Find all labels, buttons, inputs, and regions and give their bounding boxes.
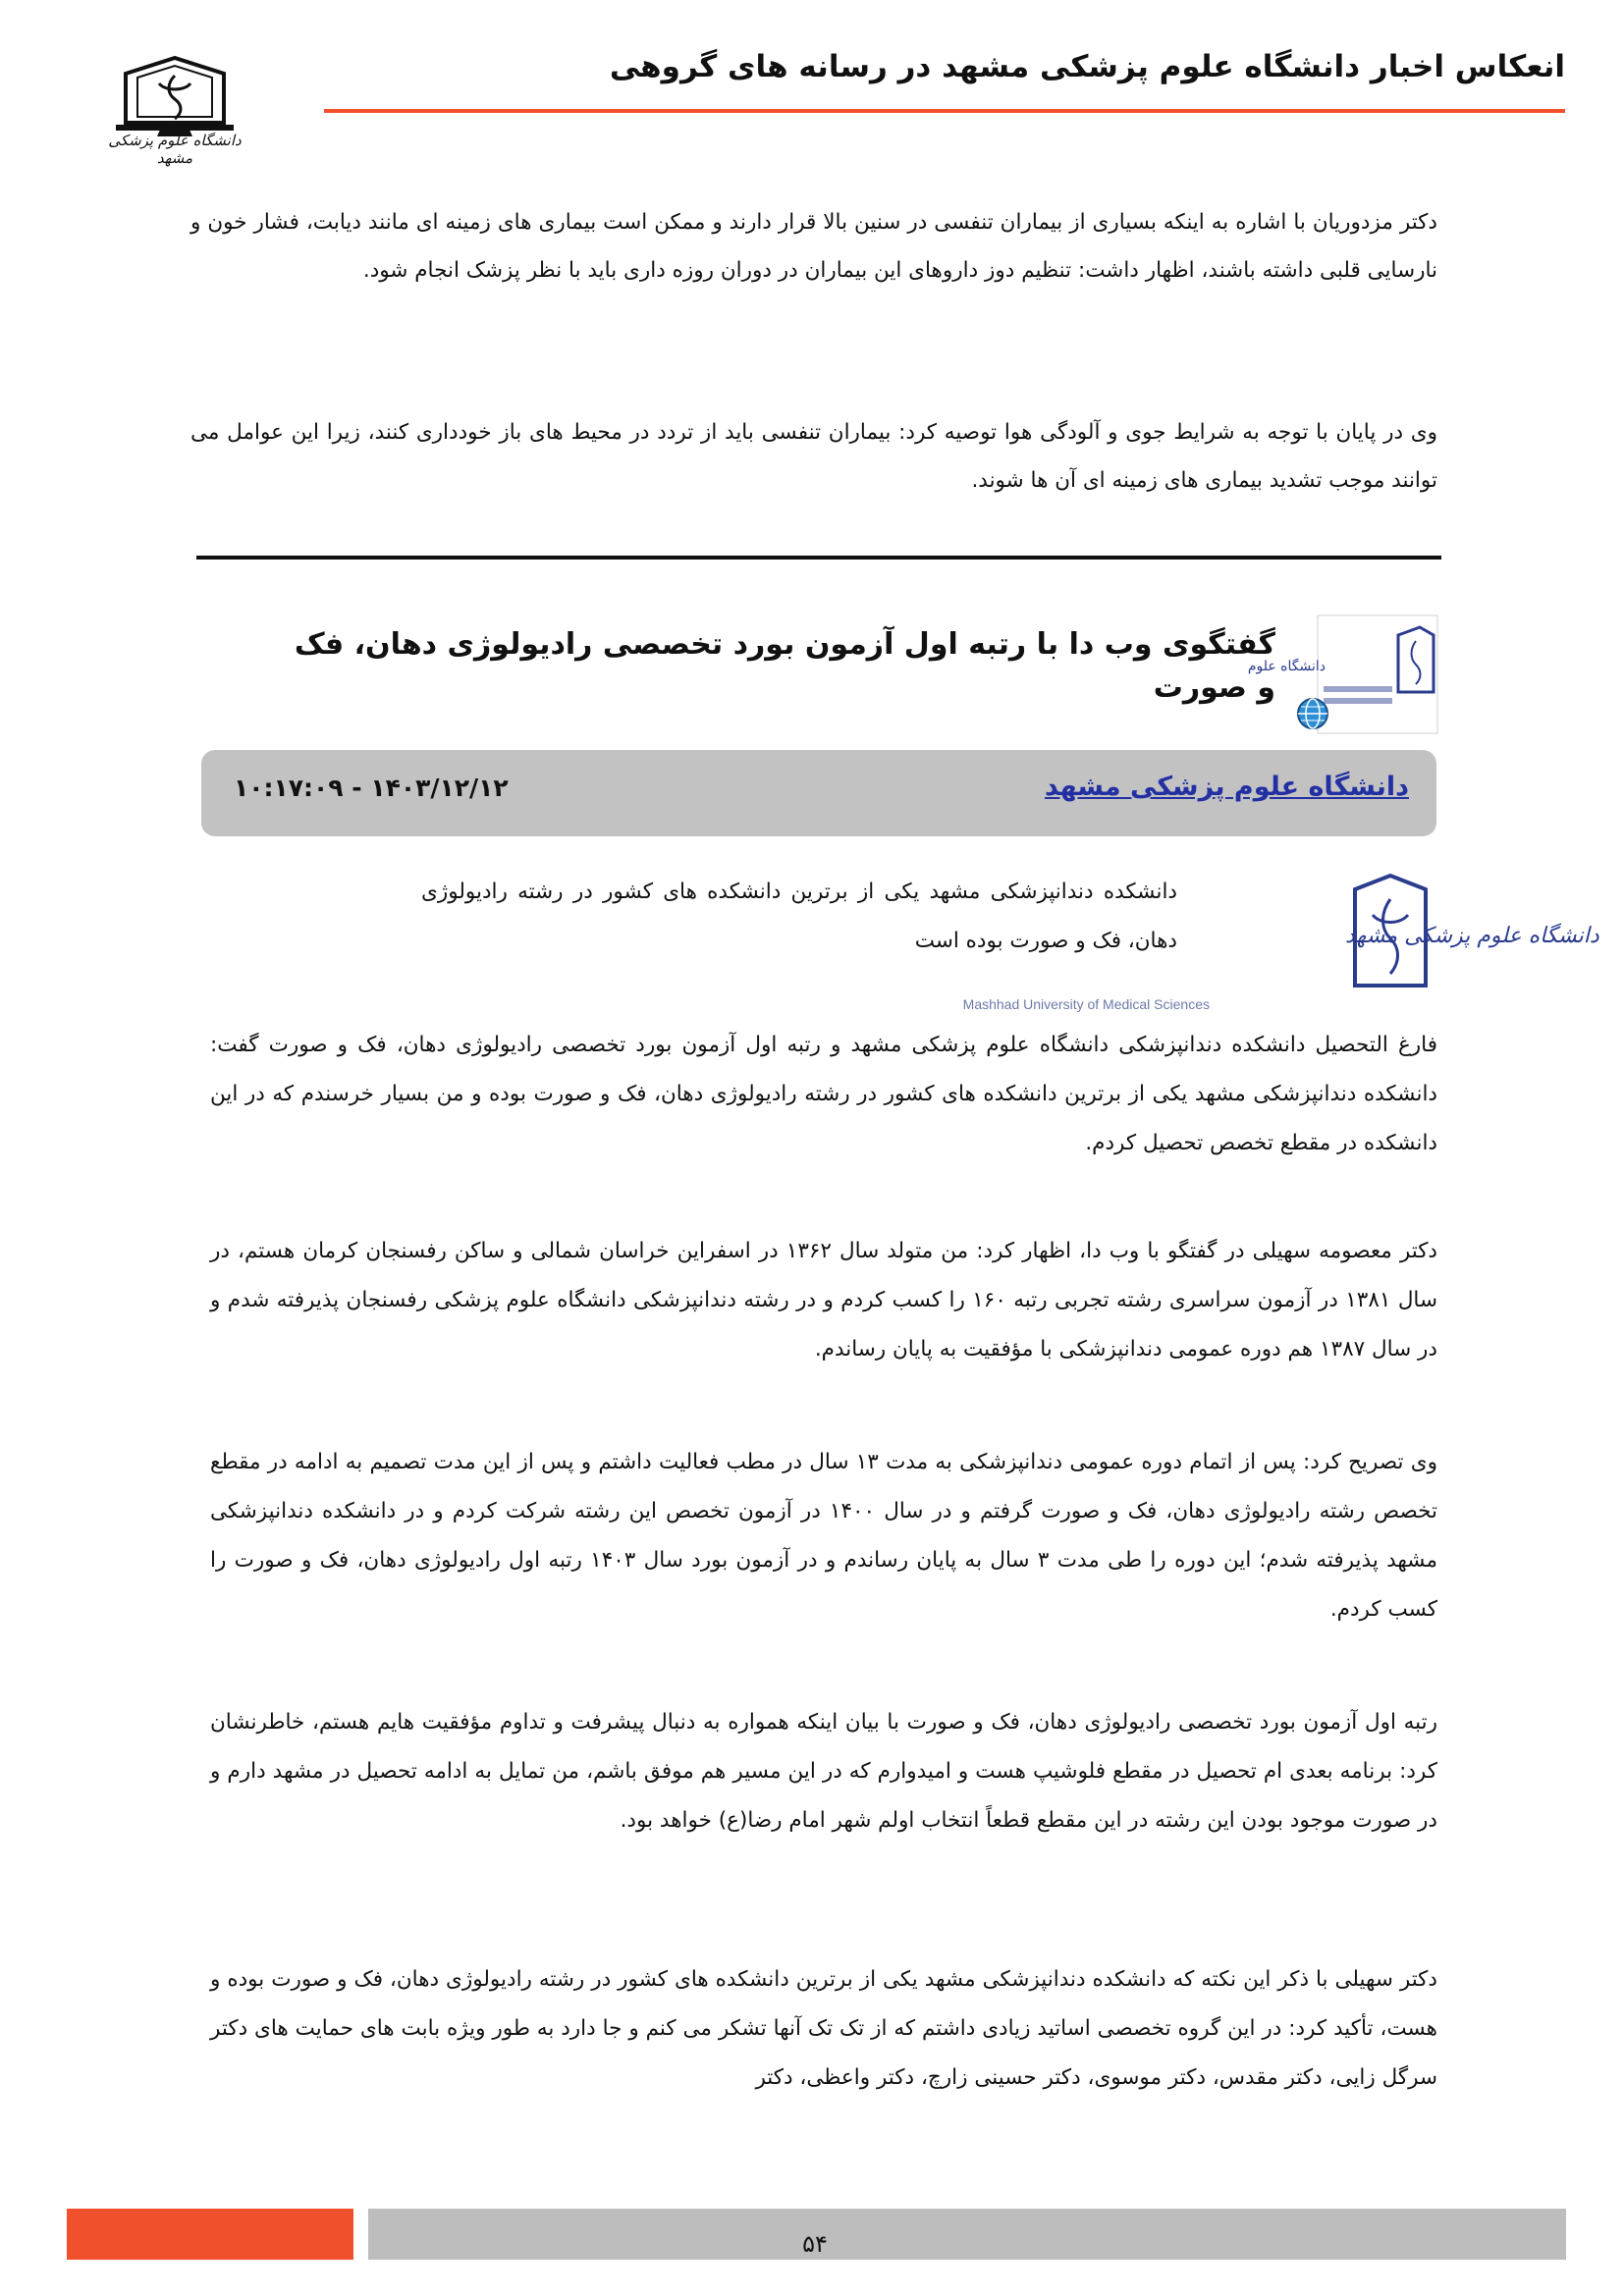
intro-paragraph-1: دکتر مزدوریان با اشاره به اینکه بسیاری از بیماران تنفسی در سنین بالا قرار دارند و ممکن است بیماری های زمینه ای مانند دیابت، فشار خون و نارسایی قلبی داشته باشند، اظهار داشت: تنظیم دوز داروهای این بیماران در دوران روزه داری باید با نظر پزشک انجام شود. <box>190 210 1437 283</box>
svg-text:Mashhad University of Medical: Mashhad University of Medical Sciences <box>962 996 1210 1012</box>
logo-caption: دانشگاه علوم پزشکی مشهد <box>108 132 242 167</box>
article-paragraph-2: دکتر معصومه سهیلی در گفتگو با وب دا، اظهار کرد: من متولد سال ۱۳۶۲ در اسفراین خراسان شمالی و ساکن رفسنجان کرمان هستم، در سال ۱۳۸۱ در آزمون سراسری رشته تجربی رتبه ۱۶۰ را کسب کردم و در رشته دندانپزشکی دانشگاه علوم پزشکی رفسنجان پذیرفته شدم و در سال ۱۳۸۷ هم دوره عمومی دندانپزشکی با مؤفقیت به پایان رساندم. <box>210 1239 1438 1362</box>
footer-accent-bar <box>67 2209 353 2260</box>
intro-paragraph-2: وی در پایان با توجه به شرایط جوی و آلودگی هوا توصیه کرد: بیماران تنفسی باید از تردد در محیط های باز خودداری کنند، زیرا این عوامل می توانند موجب تشدید بیماری های زمینه ای آن ها شوند. <box>190 420 1437 493</box>
page-number: ۵۴ <box>802 2230 828 2258</box>
article-paragraph-1: فارغ التحصیل دانشکده دندانپزشکی دانشگاه علوم پزشکی مشهد و رتبه اول آزمون بورد تخصصی رادیولوژی دهان، فک و صورت گفت: دانشکده دندانپزشکی مشهد یکی از برترین دانشکده های کشور در رشته رادیولوژی دهان، فک و صورت بوده و من بسیار خرسندم که در این دانشکده در مقطع تخصص تحصیل کردم. <box>210 1033 1437 1155</box>
globe-icon <box>1296 697 1329 730</box>
article-paragraph-3: وی تصریح کرد: پس از اتمام دوره عمومی دندانپزشکی به مدت ۱۳ سال در مطب فعالیت داشتم و پس از این مدت تصمیم به ادامه در مقطع تخصص رشته رادیولوژی دهان، فک و صورت گرفتم و در سال ۱۴۰۰ در آزمون تخصص این رشته شرکت کردم و در دانشکده دندانپزشکی مشهد پذیرفته شدم؛ این دوره را طی مدت ۳ سال به پایان رساندم و در آزمون بورد سال ۱۴۰۳ رتبه اول رادیولوژی دهان، فک و صورت را کسب کردم. <box>210 1450 1438 1622</box>
article-title: گفتگوی وب دا با رتبه اول آزمون بورد تخصصی رادیولوژی دهان، فک و صورت <box>294 627 1275 705</box>
article-lead: دانشکده دندانپزشکی مشهد یکی از برترین دانشکده های کشور در رشته رادیولوژی دهان، فک و صورت بوده است <box>421 880 1177 953</box>
article-paragraph-4: رتبه اول آزمون بورد تخصصی رادیولوژی دهان، فک و صورت با بیان اینکه همواره به دنبال پیشرفت و تداوم مؤفقیت هایم هستم، خاطرنشان کرد: برنامه بعدی ام تحصیل در مقطع فلوشیپ هست و امیدوارم که در این مسیر هم موفق باشم، من تمایل به ادامه تحصیل در مشهد دارم و در صورت موجود بودن این رشته در این مقطع قطعاً انتخاب اولم شهر امام رضا(ع) خواهد بود. <box>210 1710 1437 1833</box>
section-divider <box>196 556 1441 560</box>
article-source-link[interactable]: دانشگاه علوم پزشکی مشهد <box>1045 772 1409 802</box>
svg-text:دانشگاه علوم: دانشگاه علوم <box>1247 659 1326 674</box>
article-image-logo-icon <box>962 862 1599 1044</box>
footer-bar <box>368 2209 1566 2260</box>
header-rule <box>324 109 1565 113</box>
document-header-title: انعکاس اخبار دانشگاه علوم پزشکی مشهد در رسانه های گروهی <box>609 49 1565 84</box>
svg-text:دانشگاه علوم پزشکی مشهد: دانشگاه علوم پزشکی مشهد <box>1345 924 1599 948</box>
article-paragraph-5: دکتر سهیلی با ذکر این نکته که دانشکده دندانپزشکی مشهد یکی از برترین دانشکده های کشور در رشته رادیولوژی دهان، فک و صورت بوده و هست، تأکید کرد: در این گروه تخصصی اساتید زیادی داشتم که از تک تک آنها تشکر می کنم و جا دارد به طور ویژه بابت های حمایت های دکتر سرگل زایی، دکتر مقدس، دکتر موسوی، دکتر حسینی زارچ، دکتر واعظی، دکتر <box>210 1967 1437 2090</box>
article-thumbnail-logo-icon <box>1247 615 1437 733</box>
article-datetime: ۱۴۰۳/۱۲/۱۲ - ۱۰:۱۷:۰۹ <box>234 774 509 802</box>
article-meta-bar <box>201 750 1436 836</box>
